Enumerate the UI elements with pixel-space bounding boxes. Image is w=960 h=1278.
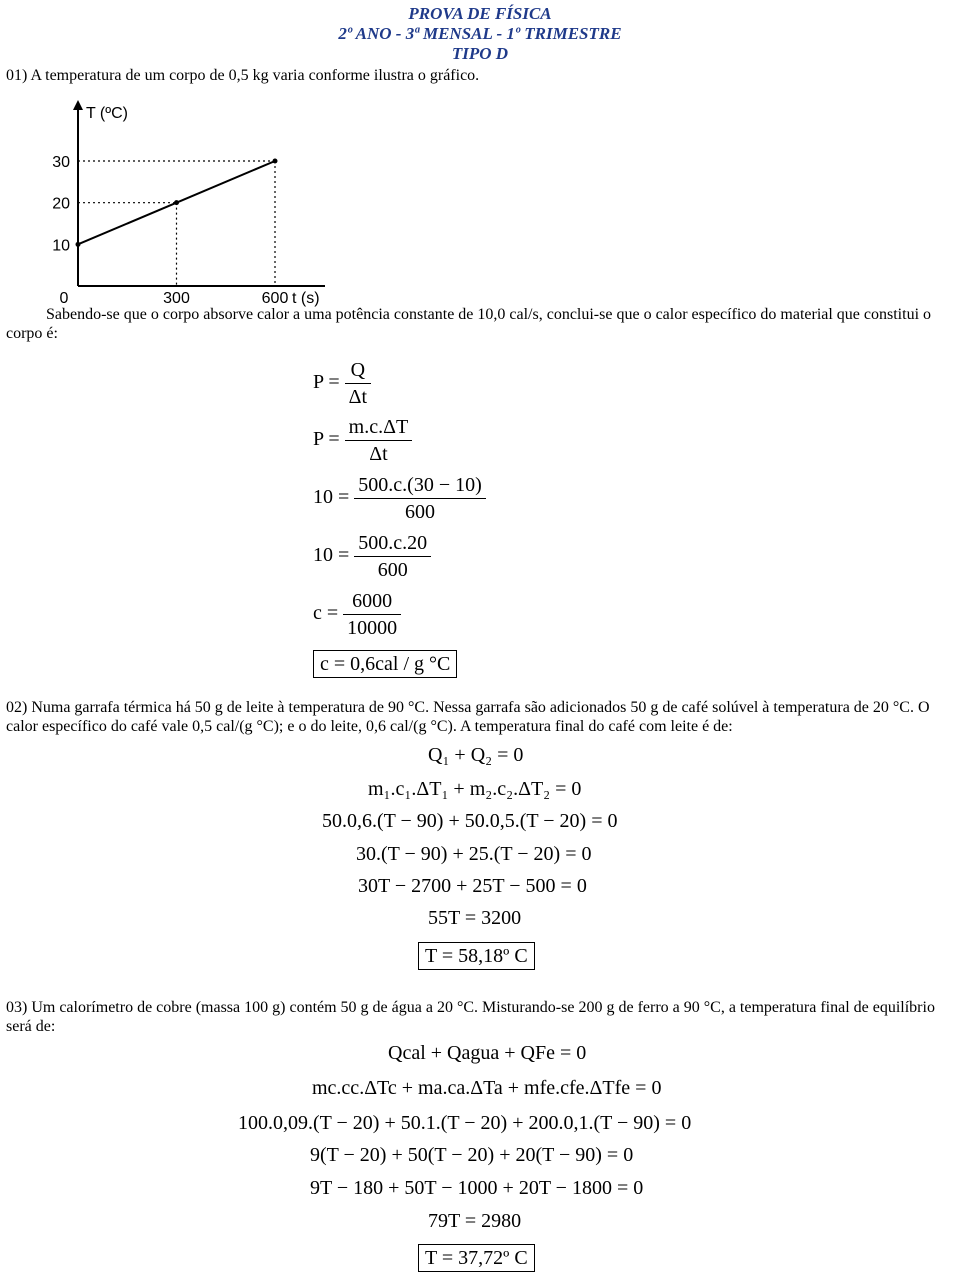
sol1-l4-den: 600 [377, 559, 408, 581]
exam-subtitle: 2º ANO - 3ª MENSAL - 1º TRIMESTRE [338, 24, 622, 43]
sol1-l5-den: 10000 [347, 617, 398, 639]
sol1-l2-den: Δt [369, 443, 388, 465]
sol2-line-3: 50.0,6.(T − 90) + 50.0,5.(T − 20) = 0 [322, 810, 618, 832]
sol1-l4-num: 500.c.20 [354, 530, 431, 557]
question-2-text: 02) Numa garrafa térmica há 50 g de leite à temperatura de 90 °C. Nessa garrafa são adicionados 50 g de café solúvel à temperatura de 20 °C. O calor específico do café vale 0,5 cal/(g °C); e o do leite, 0,6 cal/(g °C). A temperatura final do café com leite é de: [6, 699, 930, 735]
sol1-l4-lhs: 10 = [313, 544, 350, 567]
data-point [174, 200, 179, 205]
sol1-l1-num: Q [345, 357, 371, 384]
sol1-l3-num: 500.c.(30 − 10) [354, 472, 485, 499]
sol1-l3-lhs: 10 = [313, 486, 350, 509]
x-tick-label: 600 [261, 290, 289, 307]
y-tick-label: 10 [52, 237, 70, 255]
temperature-chart [40, 98, 340, 308]
sol3-line-1: Qcal + Qagua + QFe = 0 [388, 1042, 587, 1064]
sol1-l2-num: m.c.ΔT [345, 414, 413, 441]
sol2-line-1: Q₁ + Q₂ = 0 [428, 744, 524, 766]
sol1-line-3 [313, 472, 486, 525]
sol2-line-6: 55T = 3200 [428, 907, 522, 929]
sol3-line-3: 100.0,09.(T − 20) + 50.1.(T − 20) + 200.0,1.(T − 90) = 0 [238, 1112, 692, 1134]
question-1-text: Sabendo-se que o corpo absorve calor a uma potência constante de 10,0 cal/s, conclui-se que o calor específico do material que constitui o corpo é: [6, 306, 932, 342]
x-tick-label: 0 [59, 290, 69, 307]
y-axis-arrow [73, 100, 83, 110]
sol2-line-5: 30T − 2700 + 25T − 500 = 0 [358, 875, 587, 897]
exam-title: PROVA DE FÍSICA [408, 4, 552, 23]
data-point [76, 242, 81, 247]
sol2-answer: T = 58,18º C [418, 942, 535, 970]
sol3-line-2: mc.cc.ΔTc + ma.ca.ΔTa + mfe.cfe.ΔTfe = 0 [312, 1077, 662, 1099]
y-axis-label: T (ºC) [86, 105, 128, 122]
exam-type: TIPO D [451, 44, 509, 63]
sol3-line-6: 79T = 2980 [428, 1210, 522, 1232]
sol3-answer: T = 37,72º C [418, 1244, 535, 1272]
sol1-l5-lhs: c = [313, 602, 339, 625]
sol1-l1-den: Δt [348, 386, 368, 408]
sol3-line-5: 9T − 180 + 50T − 1000 + 20T − 1800 = 0 [310, 1177, 644, 1199]
sol1-line-1 [313, 357, 371, 410]
sol1-l2-lhs: P = [313, 428, 340, 451]
question-3-text: 03) Um calorímetro de cobre (massa 100 g) contém 50 g de água a 20 °C. Misturando-se 200 g de ferro a 90 °C, a temperatura final de equilíbrio será de: [6, 999, 935, 1035]
sol1-answer: c = 0,6cal / g °C [313, 650, 457, 678]
x-axis-label: t (s) [292, 290, 320, 307]
question-1-statement: 01) A temperatura de um corpo de 0,5 kg varia conforme ilustra o gráfico. [6, 67, 480, 84]
sol1-l3-den: 600 [405, 501, 436, 523]
sol1-line-5 [313, 588, 401, 641]
sol3-line-4: 9(T − 20) + 50(T − 20) + 20(T − 90) = 0 [310, 1144, 634, 1166]
data-point [273, 159, 278, 164]
sol1-l1-lhs: P = [313, 371, 340, 394]
sol1-l5-num: 6000 [343, 588, 401, 615]
y-tick-label: 30 [52, 154, 70, 171]
sol1-line-4 [313, 530, 431, 583]
sol2-line-4: 30.(T − 90) + 25.(T − 20) = 0 [356, 843, 592, 865]
sol2-line-2: m₁.c₁.ΔT₁ + m₂.c₂.ΔT₂ = 0 [368, 778, 582, 800]
x-tick-label: 300 [163, 290, 190, 307]
y-tick-label: 20 [52, 195, 70, 213]
sol1-line-2 [313, 414, 412, 467]
